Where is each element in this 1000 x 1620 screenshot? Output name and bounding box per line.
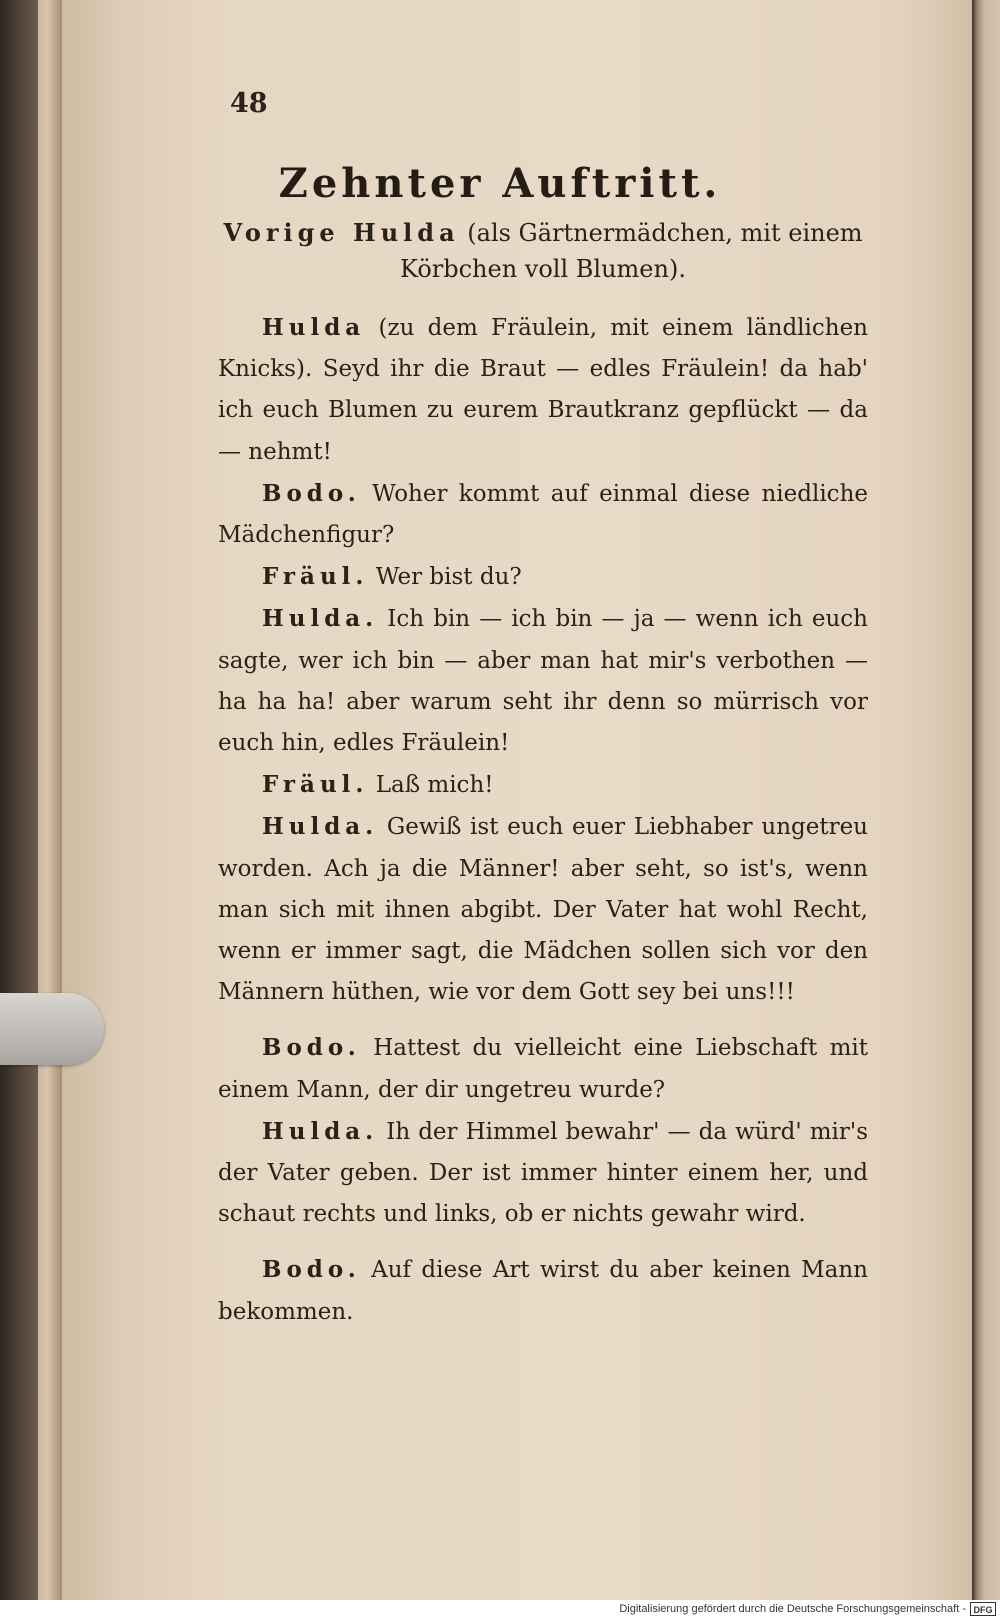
stage-speaker: Vorige Hulda <box>223 218 460 247</box>
dialogue-line <box>218 1027 868 1110</box>
dialogue-line <box>218 764 868 806</box>
dialogue-line <box>218 1111 868 1236</box>
speaker-name: Fräul. <box>262 563 369 591</box>
dialogue-text: Ich bin — ich bin — ja — wenn ich euch sagte, wer ich bin — aber man hat mir's verbothen — ha ha ha! aber warum seht ihr denn so mürrisch vor euch hin, edles Fräulein! <box>218 606 868 757</box>
dialogue-line <box>218 806 868 1013</box>
footer-credit: Digitalisierung gefördert durch die Deutsche Forschungsgemeinschaft - <box>619 1603 966 1615</box>
speaker-name: Fräul. <box>262 771 369 799</box>
dialogue-text: Gewiß ist euch euer Liebhaber ungetreu worden. Ach ja die Männer! aber seht, so ist's, wenn man sich mit ihnen abgibt. Der Vater hat wohl Recht, wenn er immer sagt, die Mädchen sollen sich vor den Männern hüthen, wie vor dem Gott sey bei uns!!! <box>218 814 868 1006</box>
dialogue-text: Wer bist du? <box>368 564 522 591</box>
dialogue-text: Laß mich! <box>368 772 494 799</box>
speaker-name: Hulda. <box>262 813 379 841</box>
dialogue-line <box>218 473 868 556</box>
scene-title: Zehnter Auftritt. <box>278 160 722 207</box>
dialogue-line <box>218 598 868 764</box>
page-edge-stack <box>38 0 62 1600</box>
stage-text: (als Gärtnermädchen, mit einem Körbchen voll Blumen). <box>400 219 863 283</box>
speaker-name: Bodo. <box>262 479 361 507</box>
bookmark-tab <box>0 993 104 1065</box>
dialogue-text: Hattest du vielleicht eine Liebschaft mit einem Mann, der dir ungetreu wurde? <box>218 1035 868 1103</box>
speaker-name: Hulda. <box>262 1117 379 1145</box>
dialogue-line <box>218 1249 868 1332</box>
speaker-name: Bodo. <box>262 1034 361 1062</box>
dialogue-line <box>218 307 868 473</box>
page-text <box>218 215 868 1333</box>
facing-page-edge <box>972 0 1000 1600</box>
dialogue-text: Ih der Himmel bewahr' — da würd' mir's der Vater geben. Der ist immer hinter einem her, und schaut rechts und links, ob er nichts gewahr wird. <box>218 1118 868 1228</box>
scan-left-edge <box>0 0 38 1600</box>
speaker-name: Hulda <box>262 314 366 341</box>
dialogue-text: (zu dem Fräulein, mit einem ländlichen Knicks). Seyd ihr die Braut — edles Fräulein! da hab' ich euch Blumen zu eurem Brautkranz gepflückt — da — nehmt! <box>218 315 868 465</box>
dialogue-line <box>218 556 868 598</box>
page-number: 48 <box>230 88 268 119</box>
stage-direction <box>218 215 868 287</box>
speaker-name: Hulda. <box>262 605 379 633</box>
dialogue-text: Woher kommt auf einmal diese niedliche Mädchenfigur? <box>218 480 868 549</box>
dialogue-text: Auf diese Art wirst du aber keinen Mann bekommen. <box>218 1257 868 1325</box>
dfg-logo: DFG <box>970 1602 996 1616</box>
digitization-footer <box>0 1600 1000 1620</box>
speaker-name: Bodo. <box>262 1256 361 1284</box>
